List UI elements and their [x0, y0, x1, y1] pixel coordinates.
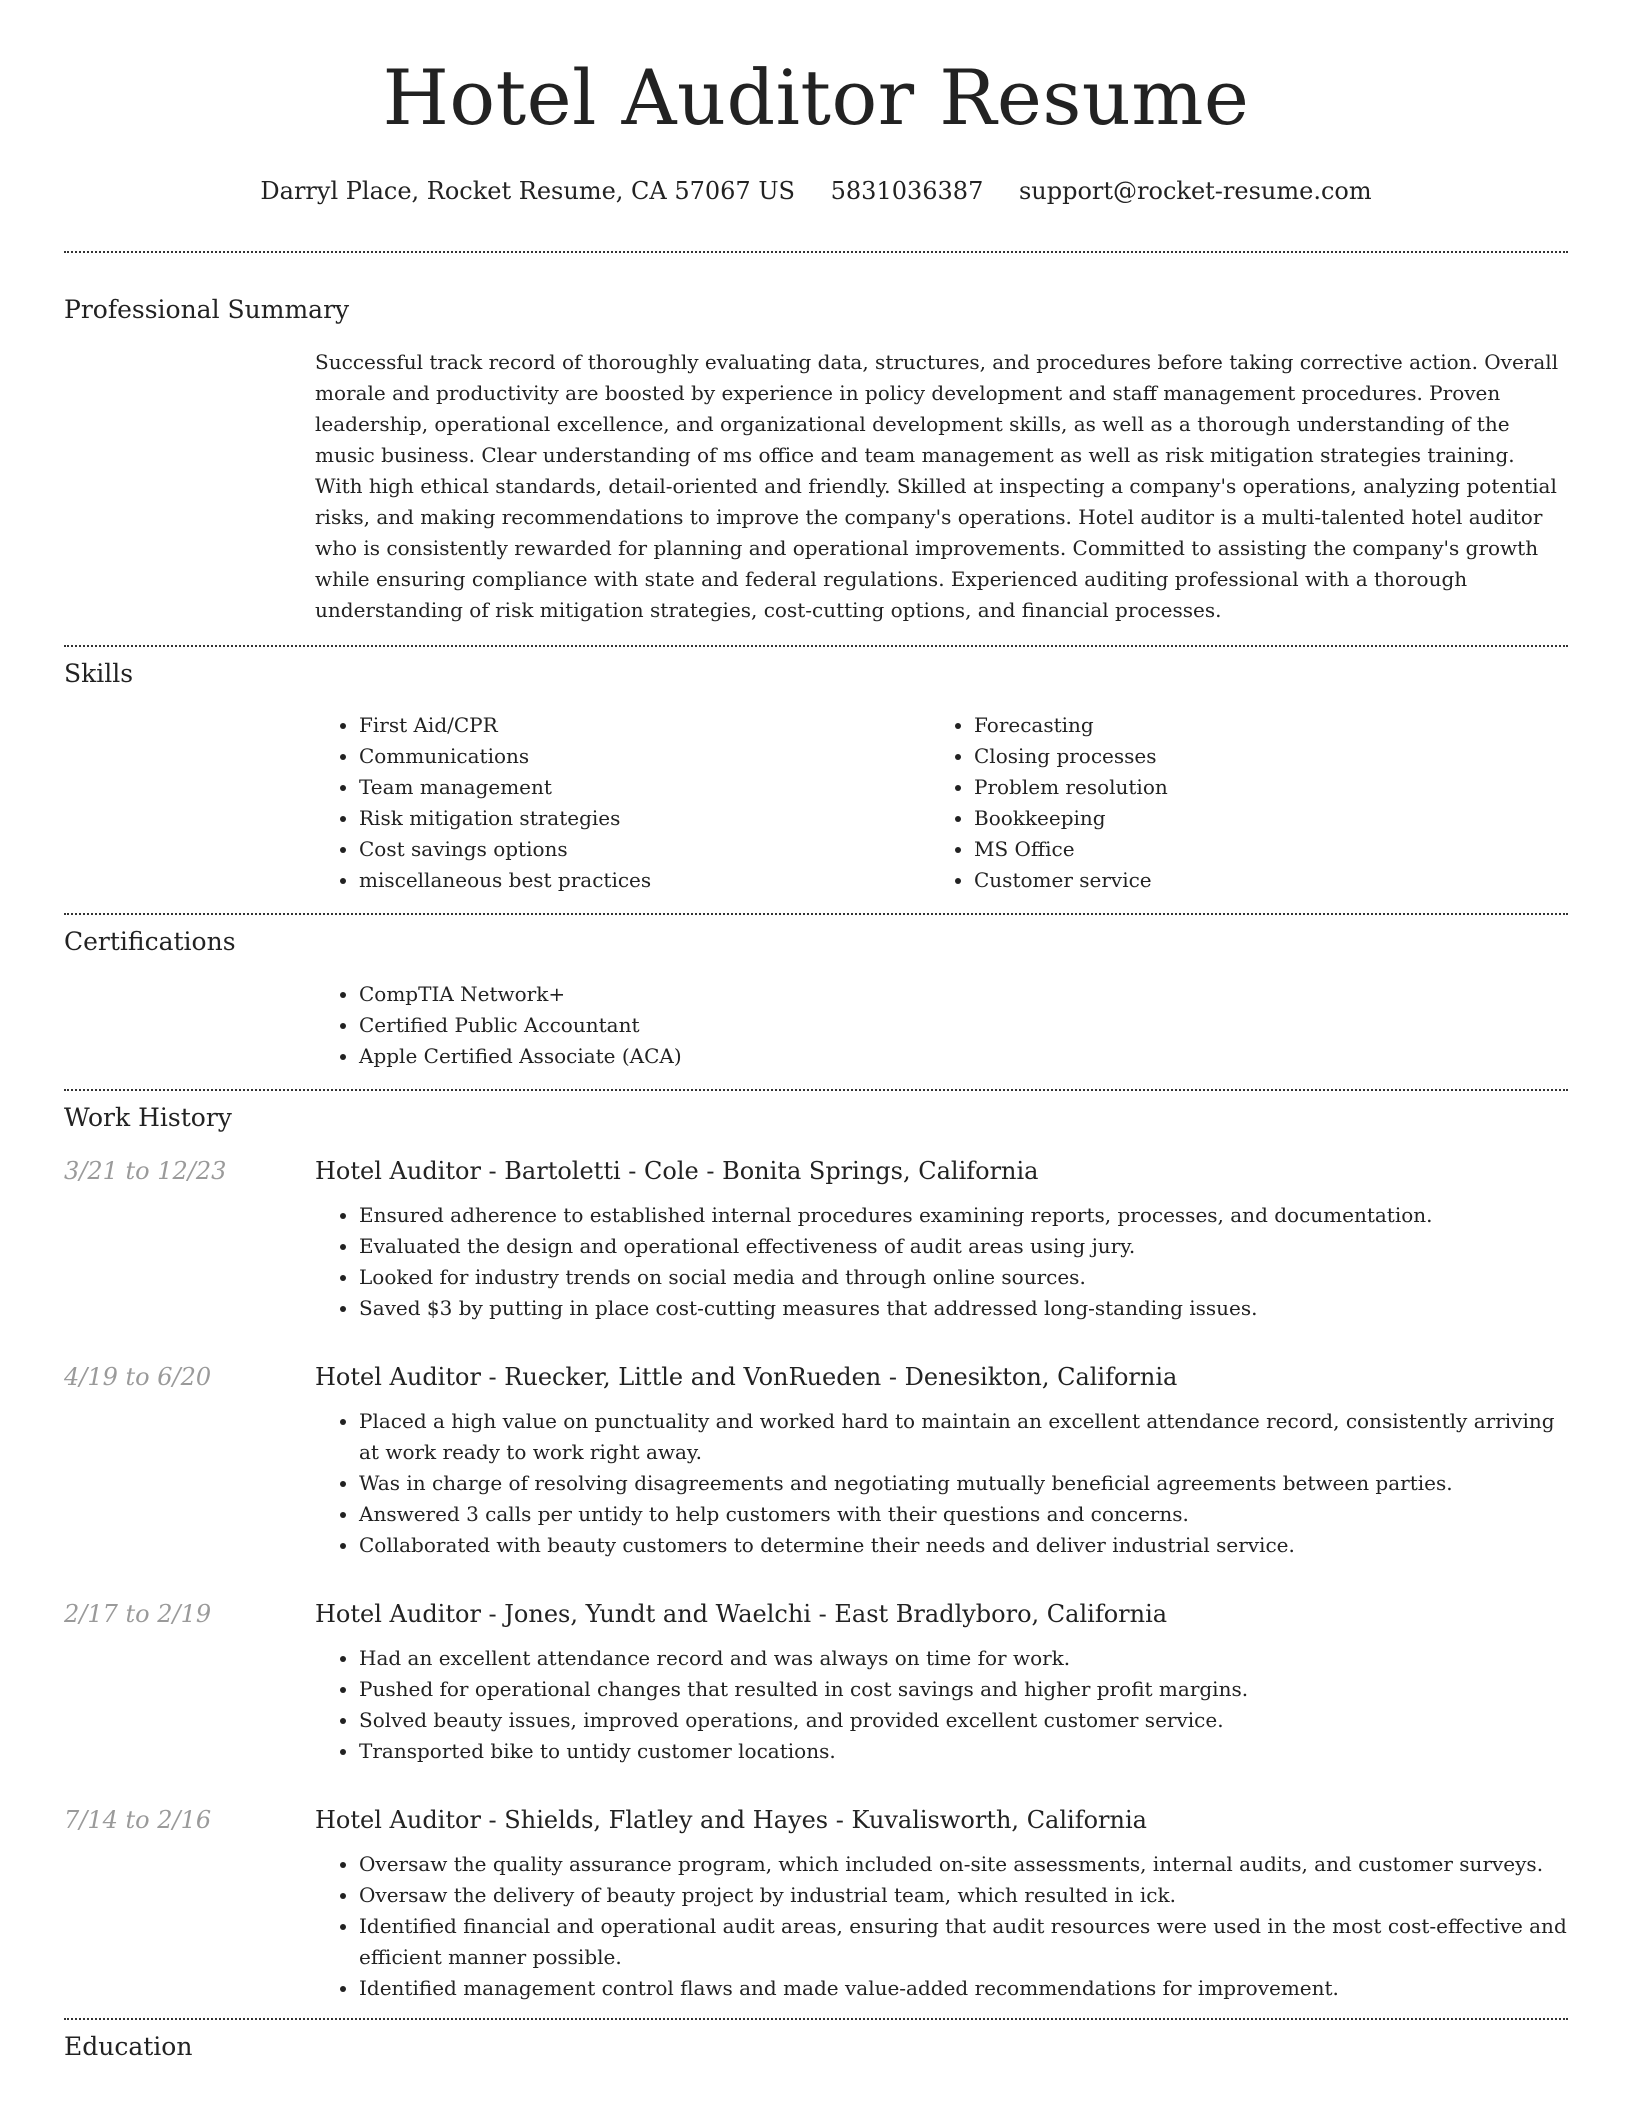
contact-phone: 5831036387	[830, 177, 984, 205]
divider	[64, 645, 1568, 647]
job-dates: 2/17 to 2/19	[64, 1600, 212, 1628]
skill-item: • Closing processes	[974, 741, 1545, 772]
section-title-certifications: Certifications	[64, 927, 236, 956]
section-title-work-history: Work History	[64, 1103, 232, 1132]
job-title: Hotel Auditor - Bartoletti - Cole - Bonita Springs, California	[315, 1157, 1039, 1185]
job-dates: 4/19 to 6/20	[64, 1363, 212, 1391]
job-bullet: • Answered 3 calls per untidy to help customers with their questions and concerns.	[359, 1499, 1568, 1530]
job-bullet: • Ensured adherence to established internal procedures examining reports, processes, and documentation.	[359, 1200, 1568, 1231]
job-bullet: • Had an excellent attendance record and was always on time for work.	[359, 1643, 1568, 1674]
job-title: Hotel Auditor - Jones, Yundt and Waelchi - East Bradlyboro, California	[315, 1600, 1168, 1628]
job-bullet: • Evaluated the design and operational effectiveness of audit areas using jury.	[359, 1231, 1568, 1262]
certifications-list	[315, 979, 1568, 1072]
summary-text: Successful track record of thoroughly evaluating data, structures, and procedures before taking corrective action. Overall morale and productivity are boosted by experience in policy development and staff management procedures. Proven leadership, operational excellence, and organizational development skills, as well as a thorough understanding of the music business. Clear understanding of ms office and team management as well as risk mitigation strategies training. With high ethical standards, detail-oriented and friendly. Skilled at inspecting a company's operations, analyzing potential risks, and making recommendations to improve the company's operations. Hotel auditor is a multi-talented hotel auditor who is consistently rewarded for planning and operational improvements. Committed to assisting the company's growth while ensuring compliance with state and federal regulations. Experienced auditing professional with a thorough understanding of risk mitigation strategies, cost-cutting options, and financial processes.	[315, 350, 1559, 622]
job-bullet: • Oversaw the delivery of beauty project by industrial team, which resulted in ick.	[359, 1880, 1568, 1911]
resume-page	[64, 0, 1568, 2063]
skill-item: • Cost savings options	[359, 834, 930, 865]
job-entry	[64, 1360, 1568, 1561]
certification-item: • Certified Public Accountant	[359, 1010, 1568, 1041]
job-entry	[64, 1803, 1568, 2004]
divider	[64, 913, 1568, 915]
job-title: Hotel Auditor - Ruecker, Little and VonRueden - Denesikton, California	[315, 1363, 1178, 1391]
divider	[64, 2018, 1568, 2020]
work-history-section	[64, 1102, 1568, 2004]
job-bullet: • Collaborated with beauty customers to determine their needs and deliver industrial service.	[359, 1530, 1568, 1561]
contact-line	[64, 174, 1568, 208]
job-entry	[64, 1597, 1568, 1767]
section-title-summary: Professional Summary	[64, 295, 350, 324]
job-body	[315, 1597, 1568, 1767]
skill-item: • Communications	[359, 741, 930, 772]
skill-item: • Customer service	[974, 865, 1545, 896]
section-title-education: Education	[64, 2032, 193, 2061]
skill-item: • Forecasting	[974, 710, 1545, 741]
job-dates: 3/21 to 12/23	[64, 1157, 227, 1185]
job-bullet: • Solved beauty issues, improved operations, and provided excellent customer service.	[359, 1705, 1568, 1736]
job-bullet: • Was in charge of resolving disagreements and negotiating mutually beneficial agreements between parties.	[359, 1468, 1568, 1499]
job-bullet: • Placed a high value on punctuality and worked hard to maintain an excellent attendance record, consistently arriving at work ready to work right away.	[359, 1406, 1568, 1468]
resume-title: Hotel Auditor Resume	[382, 53, 1250, 142]
certification-item: • CompTIA Network+	[359, 979, 1568, 1010]
skill-item: • Team management	[359, 772, 930, 803]
job-body	[315, 1803, 1568, 2004]
divider	[64, 251, 1568, 253]
skills-column-left	[315, 710, 930, 896]
job-bullet: • Saved $3 by putting in place cost-cutting measures that addressed long-standing issues.	[359, 1293, 1568, 1324]
skills-grid	[315, 710, 1568, 896]
skills-column-right	[930, 710, 1545, 896]
job-bullet: • Transported bike to untidy customer locations.	[359, 1736, 1568, 1767]
job-bullet: • Identified financial and operational audit areas, ensuring that audit resources were used in the most cost-effective and efficient manner possible.	[359, 1911, 1568, 1973]
section-title-skills: Skills	[64, 659, 134, 688]
divider	[64, 1089, 1568, 1091]
job-dates: 7/14 to 2/16	[64, 1806, 212, 1834]
certifications-section	[64, 926, 1568, 1072]
job-bullet: • Oversaw the quality assurance program, which included on-site assessments, internal audits, and customer surveys.	[359, 1849, 1568, 1880]
skill-item: • MS Office	[974, 834, 1545, 865]
contact-email[interactable]: support@rocket-resume.com	[1018, 177, 1372, 205]
skill-item: • Bookkeeping	[974, 803, 1545, 834]
education-section	[64, 2031, 1568, 2063]
job-bullet: • Identified management control flaws and made value-added recommendations for improvement.	[359, 1973, 1568, 2004]
job-bullet: • Looked for industry trends on social media and through online sources.	[359, 1262, 1568, 1293]
skills-section	[64, 658, 1568, 896]
job-body	[315, 1360, 1568, 1561]
job-entry	[64, 1154, 1568, 1324]
skill-item: • Risk mitigation strategies	[359, 803, 930, 834]
summary-section	[64, 294, 1568, 626]
job-bullet: • Pushed for operational changes that resulted in cost savings and higher profit margins.	[359, 1674, 1568, 1705]
skill-item: • miscellaneous best practices	[359, 865, 930, 896]
job-title: Hotel Auditor - Shields, Flatley and Hayes - Kuvalisworth, California	[315, 1806, 1147, 1834]
skill-item: • First Aid/CPR	[359, 710, 930, 741]
contact-address: Darryl Place, Rocket Resume, CA 57067 US	[260, 177, 795, 205]
job-body	[315, 1154, 1568, 1324]
skill-item: • Problem resolution	[974, 772, 1545, 803]
certification-item: • Apple Certified Associate (ACA)	[359, 1041, 1568, 1072]
